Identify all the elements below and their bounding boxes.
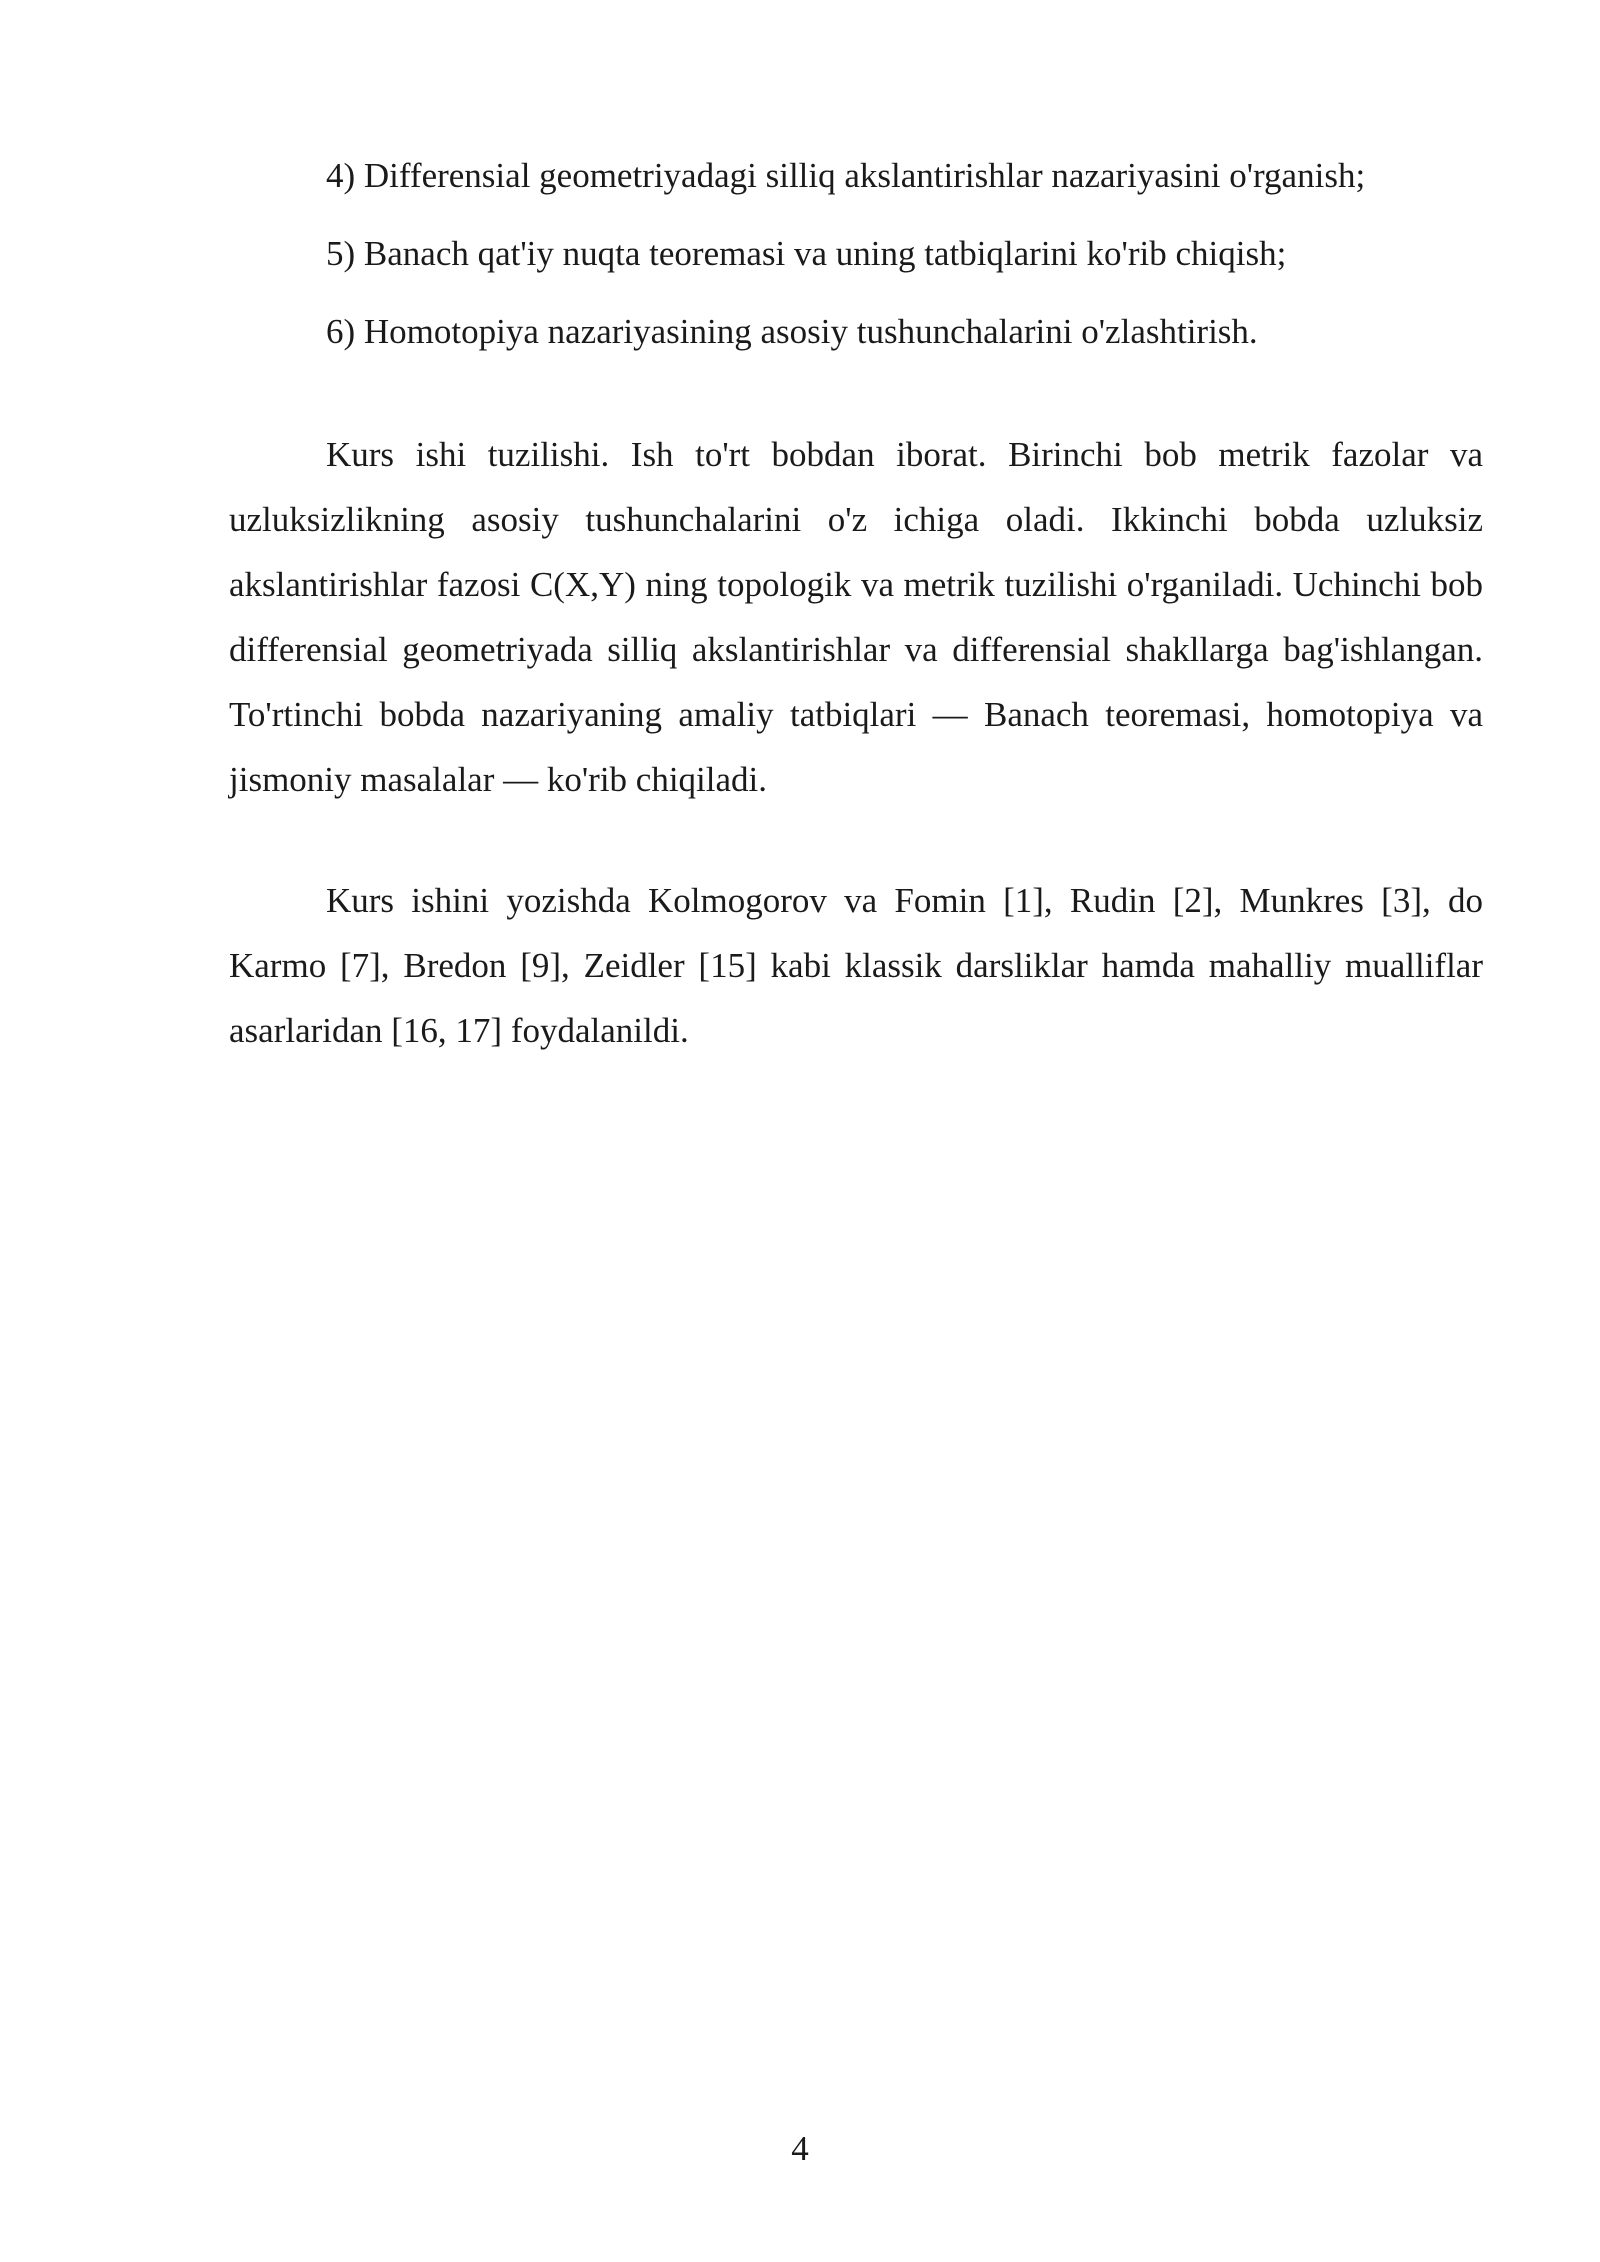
paragraph-course-structure: Kurs ishi tuzilishi. Ish to'rt bobdan iborat. Birinchi bob metrik fazolar va uzluksizlikning asosiy tushunchalarini o'z ichiga oladi. Ikkinchi bobda uzluksiz akslantirishlar fazosi C(X,Y) ning topologik va metrik tuzilishi o'rganiladi. Uchinchi bob differensial geometriyada silliq akslantirishlar va differensial shakllarga bag'ishlangan. To'rtinchi bobda nazariyaning amaliy tatbiqlari — Banach teoremasi, homotopiya va jismoniy masalalar — ko'rib chiqiladi. (229, 435, 1483, 799)
page-number: 4 (791, 2129, 809, 2168)
paragraph-sources: Kurs ishini yozishda Kolmogorov va Fomin [1], Rudin [2], Munkres [3], do Karmo [7], Bredon [9], Zeidler [15] kabi klassik darsliklar hamda mahalliy mualliflar asarlaridan [16, 17] foydalanildi. (229, 881, 1483, 1050)
objectives-list (229, 143, 1483, 377)
list-item-6: 6) Homotopiya nazariyasining asosiy tushunchalarini o'zlashtirish. (326, 312, 1258, 351)
list-item-4: 4) Differensial geometriyadagi silliq akslantirishlar nazariyasini o'rganish; (326, 156, 1366, 195)
list-item-5: 5) Banach qat'iy nuqta teoremasi va uning tatbiqlarini ko'rib chiqish; (326, 234, 1287, 273)
